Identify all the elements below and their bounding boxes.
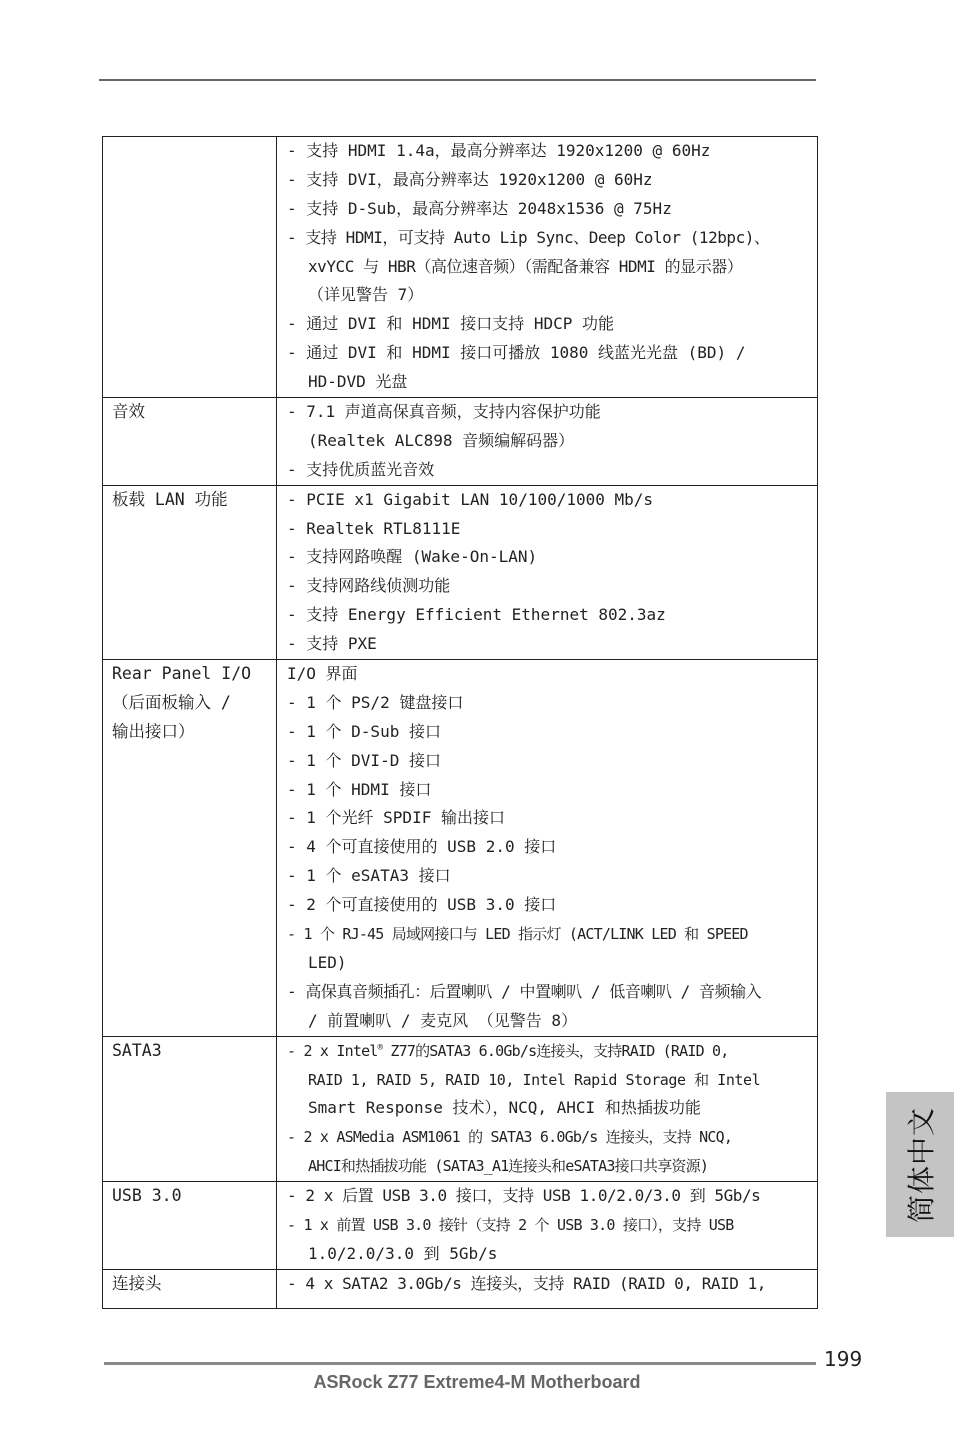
sata3-values <box>277 1036 818 1181</box>
top-rule <box>99 79 816 81</box>
list-item: - 支持网路唤醒 (Wake-On-LAN) <box>287 547 538 567</box>
row-label-audio <box>103 398 277 486</box>
sata3-line1-pre: - 2 x Intel <box>287 1041 378 1060</box>
list-item: - 通过 DVI 和 HDMI 接口可播放 1080 线蓝光光盘 (BD) / <box>287 343 746 363</box>
table-row <box>103 660 818 1037</box>
list-item: - 7.1 声道高保真音频，支持内容保护功能 <box>287 402 601 422</box>
rear-io-label-line: Rear Panel I/O <box>112 664 252 684</box>
audio-values <box>277 398 818 486</box>
list-item: - 1 个 PS/2 键盘接口 <box>287 692 464 712</box>
list-item: - 1 个 D-Sub 接口 <box>287 721 441 741</box>
list-item: - 支持 Energy Efficient Ethernet 802.3az <box>287 605 666 625</box>
row-label-rear-io <box>103 660 277 1037</box>
table-row <box>103 485 818 659</box>
list-item: 1.0/2.0/3.0 到 5Gb/s <box>308 1243 498 1263</box>
list-item: - 1 个 eSATA3 接口 <box>287 866 451 886</box>
language-tab <box>886 1092 954 1237</box>
usb3-values <box>277 1182 818 1270</box>
language-tab-label: 简体中文 <box>905 1106 938 1223</box>
list-item: - 1 个 RJ-45 局域网接口与 LED 指示灯 (ACT/LINK LED 和 SPEED <box>287 925 748 944</box>
sata3-line1-post: Z77的SATA3 6.0Gb/s连接头，支持RAID (RAID 0, <box>382 1041 729 1060</box>
list-item: - 支持 HDMI 1.4a，最高分辨率达 1920x1200 @ 60Hz <box>287 141 711 160</box>
row-label-sata3 <box>103 1036 277 1181</box>
list-item: - 1 个 HDMI 接口 <box>287 779 432 799</box>
row-label-connectors <box>103 1269 277 1308</box>
list-item: - Realtek RTL8111E <box>287 518 461 538</box>
list-item: - 支持网路线侦测功能 <box>287 576 451 596</box>
list-item: - 2 x ASMedia ASM1061 的 SATA3 6.0Gb/s 连接头，支持 NCQ, <box>287 1128 733 1147</box>
list-item <box>287 1037 815 1066</box>
row-label-usb3 <box>103 1182 277 1270</box>
list-item: - 支持 DVI，最高分辨率达 1920x1200 @ 60Hz <box>287 169 653 189</box>
sata3-label: SATA3 <box>112 1040 162 1060</box>
list-item: RAID 1, RAID 5, RAID 10, Intel Rapid Storage 和 Intel <box>308 1070 761 1089</box>
table-row <box>103 1036 818 1181</box>
list-item: - 支持优质蓝光音效 <box>287 459 435 479</box>
table-row <box>103 1182 818 1270</box>
list-item: - PCIE x1 Gigabit LAN 10/100/1000 Mb/s <box>287 489 654 509</box>
list-item: LED) <box>308 952 347 972</box>
list-item: （详见警告 7） <box>308 285 424 305</box>
list-item: - 支持 HDMI，可支持 Auto Lip Sync、Deep Color (12bpc)、 <box>287 227 770 247</box>
spec-table <box>102 136 818 1309</box>
list-item: - 通过 DVI 和 HDMI 接口支持 HDCP 功能 <box>287 314 615 334</box>
registered-mark: ® <box>377 1042 383 1053</box>
list-item: HD-DVD 光盘 <box>308 372 408 392</box>
list-item: I/O 界面 <box>287 664 358 684</box>
connectors-label: 连接头 <box>112 1273 162 1293</box>
list-item: - 1 个光纤 SPDIF 输出接口 <box>287 808 505 828</box>
list-item: AHCI和热插拔功能 (SATA3_A1连接头和eSATA3接口共享资源) <box>308 1157 709 1176</box>
list-item: - 2 个可直接使用的 USB 3.0 接口 <box>287 895 557 915</box>
list-item: xvYCC 与 HBR（高位速音频）（需配备兼容 HDMI 的显示器） <box>308 256 743 276</box>
footer-title: ASRock Z77 Extreme4-M Motherboard <box>313 1372 641 1392</box>
bottom-rule <box>104 1362 816 1365</box>
usb3-label: USB 3.0 <box>112 1186 182 1206</box>
list-item: (Realtek ALC898 音频编解码器） <box>308 430 575 450</box>
row-label-lan <box>103 485 277 659</box>
table-row <box>103 1269 818 1308</box>
list-item: Smart Response 技术），NCQ, AHCI 和热插拔功能 <box>308 1098 701 1118</box>
list-item: / 前置喇叭 / 麦克风 （见警告 8） <box>308 1010 578 1030</box>
list-item: - 高保真音频插孔：后置喇叭 / 中置喇叭 / 低音喇叭 / 音频输入 <box>287 981 762 1001</box>
connectors-values <box>277 1269 818 1308</box>
list-item: - 1 个 DVI-D 接口 <box>287 750 441 770</box>
list-item: - 支持 D-Sub，最高分辨率达 2048x1536 @ 75Hz <box>287 198 672 218</box>
list-item: - 4 个可直接使用的 USB 2.0 接口 <box>287 837 557 857</box>
row-label-empty <box>103 137 277 398</box>
list-item: - 1 x 前置 USB 3.0 接针（支持 2 个 USB 3.0 接口），支持 USB <box>287 1215 734 1234</box>
lan-values <box>277 485 818 659</box>
graphics-values <box>277 137 818 398</box>
audio-label: 音效 <box>112 402 145 422</box>
list-item: - 4 x SATA2 3.0Gb/s 连接头，支持 RAID (RAID 0, RAID 1, <box>287 1273 766 1293</box>
list-item: - 2 x 后置 USB 3.0 接口，支持 USB 1.0/2.0/3.0 到 5Gb/s <box>287 1186 761 1206</box>
table-row <box>103 137 818 398</box>
page-number: 199 <box>824 1347 863 1371</box>
table-row <box>103 398 818 486</box>
list-item: - 支持 PXE <box>287 634 377 654</box>
rear-io-label-line: 输出接口） <box>112 721 195 741</box>
rear-io-values <box>277 660 818 1037</box>
rear-io-label-line: （后面板输入 / <box>112 692 231 712</box>
lan-label: 板载 LAN 功能 <box>112 489 228 509</box>
